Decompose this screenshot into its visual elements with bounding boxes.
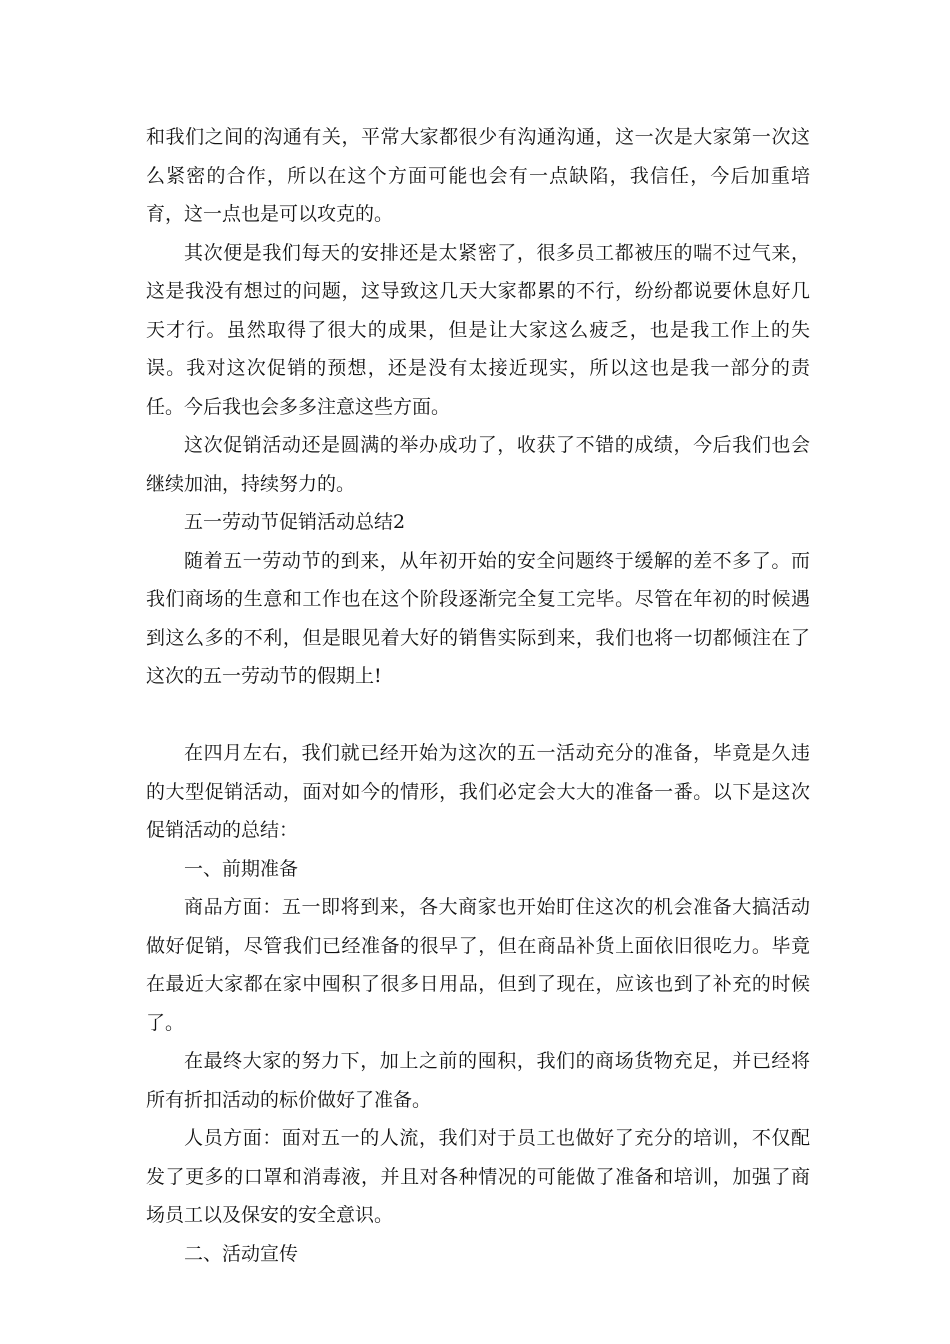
paragraph-continuation: 和我们之间的沟通有关，平常大家都很少有沟通沟通，这一次是大家第一次这么紧密的合作，所以在这个方面可能也会有一点缺陷，我信任，今后加重培育，这一点也是可以攻克的。 [146, 126, 810, 225]
paragraph-preparation: 在四月左右，我们就已经开始为这次的五一活动充分的准备，毕竟是久违的大型促销活动，面对如今的情形，我们必定会大大的准备一番。以下是这次促销活动的总结： [146, 742, 810, 841]
section-title: 五一劳动节促销活动总结2 [184, 511, 406, 533]
paragraph-staff: 人员方面：面对五一的人流，我们对于员工也做好了充分的培训，不仅配发了更多的口罩和消毒液，并且对各种情况的可能做了准备和培训，加强了商场员工以及保安的安全意识。 [146, 1127, 810, 1226]
paragraph-goods: 商品方面：五一即将到来，各大商家也开始盯住这次的机会准备大搞活动做好促销，尽管我们已经准备的很早了，但在商品补货上面依旧很吃力。毕竟在最近大家都在家中囤积了很多日用品，但到了现在，应该也到了补充的时候了。 [146, 896, 810, 1034]
blank-line [146, 696, 810, 735]
paragraph-schedule-issue: 其次便是我们每天的安排还是太紧密了，很多员工都被压的喘不过气来，这是我没有想过的问题，这导致这几天大家都累的不行，纷纷都说要休息好几天才行。虽然取得了很大的成果，但是让大家这么疲乏，也是我工作上的失误。我对这次促销的预想，还是没有太接近现实，所以这也是我一部分的责任。今后我也会多多注意这些方面。 [146, 241, 810, 418]
heading-promotion: 二、活动宣传 [184, 1242, 299, 1265]
heading-early-preparation: 一、前期准备 [184, 857, 299, 880]
paragraph-stock: 在最终大家的努力下，加上之前的囤积，我们的商场货物充足，并已经将所有折扣活动的标价做好了准备。 [146, 1050, 810, 1111]
paragraph-intro: 随着五一劳动节的到来，从年初开始的安全问题终于缓解的差不多了。而我们商场的生意和工作也在这个阶段逐渐完全复工完毕。尽管在年初的时候遇到这么多的不利，但是眼见着大好的销售实际到来，我们也将一切都倾注在了这次的五一劳动节的假期上! [146, 549, 810, 687]
paragraph-conclusion: 这次促销活动还是圆满的举办成功了，收获了不错的成绩，今后我们也会继续加油，持续努力的。 [146, 434, 810, 495]
document-body [146, 118, 810, 1273]
